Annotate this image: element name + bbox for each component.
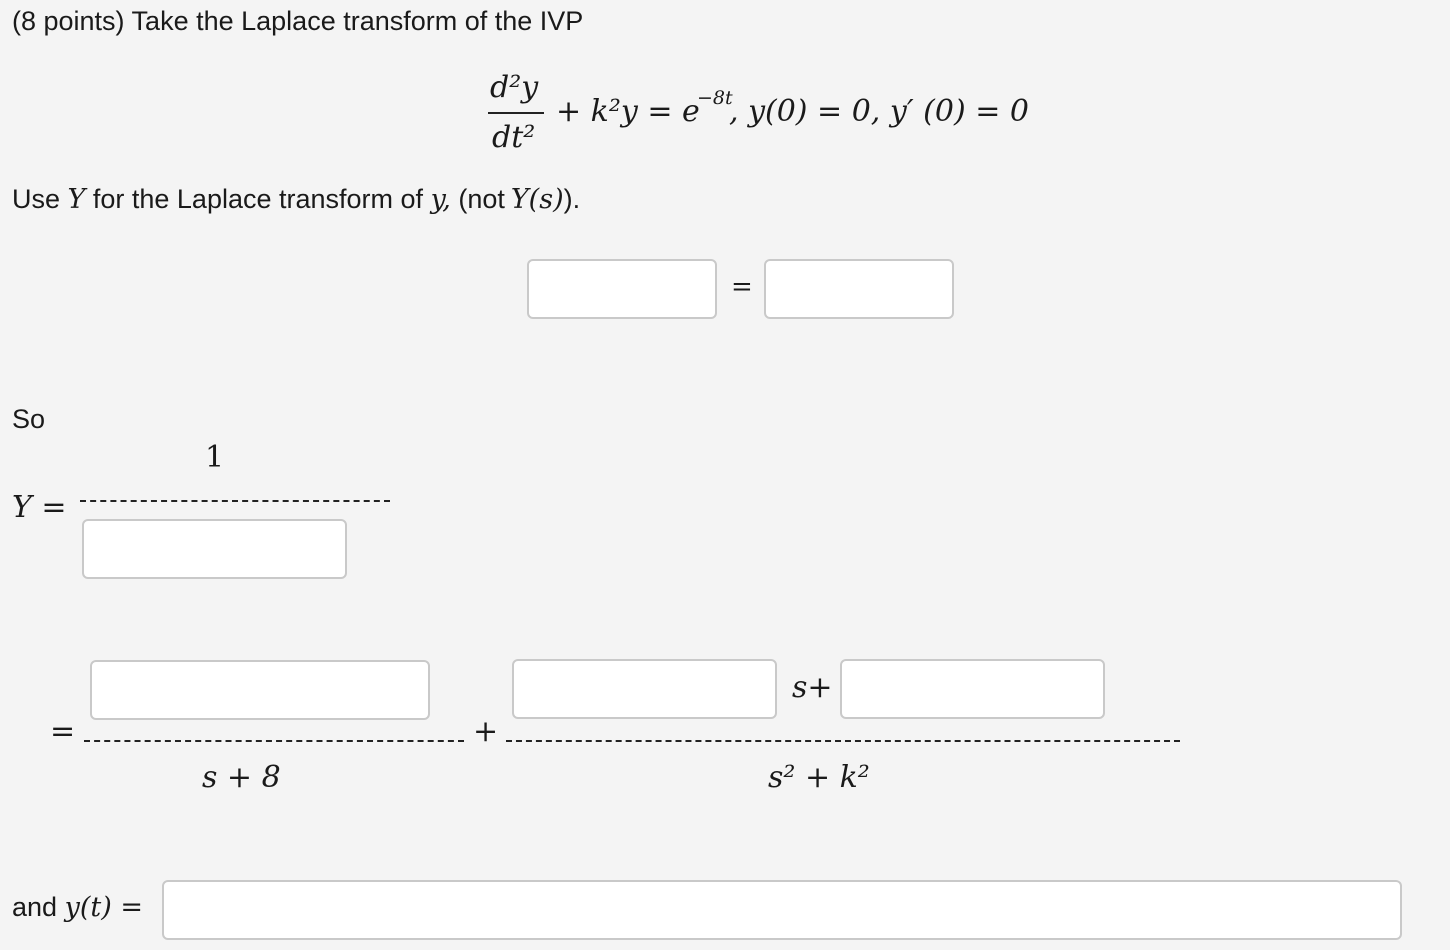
first-denominator: s + 8 <box>202 760 281 795</box>
partial-equals: = <box>50 714 76 749</box>
instruction <box>12 184 580 215</box>
instruction-y: y, <box>430 184 451 215</box>
transform-right-input[interactable] <box>764 259 954 319</box>
instruction-paren-open: (not <box>458 184 505 214</box>
s-plus-label: s+ <box>792 670 833 705</box>
plus-sign: + <box>473 714 499 749</box>
instruction-end: ). <box>563 184 581 214</box>
problem-title: (8 points) Take the Laplace transform of the IVP <box>12 6 584 36</box>
instruction-mid: for the Laplace transform of <box>92 184 424 214</box>
second-numerator-a-input[interactable] <box>512 659 777 719</box>
final-row <box>12 892 143 923</box>
instruction-Ys: Y(s) <box>510 184 564 215</box>
final-prefix: and <box>12 892 58 922</box>
second-fraction-bar <box>506 740 1180 742</box>
transform-equals: = <box>731 272 753 302</box>
ivp-exponent: −8t <box>697 87 733 109</box>
fraction-bar <box>488 112 544 114</box>
first-numerator-input[interactable] <box>90 660 430 720</box>
y-fraction-bar <box>80 500 390 502</box>
y-numerator: 1 <box>205 440 225 475</box>
ivp-denominator: dt² <box>492 120 536 155</box>
so-label: So <box>12 404 46 434</box>
y-denominator-input[interactable] <box>82 519 347 579</box>
instruction-prefix: Use <box>12 184 61 214</box>
first-fraction-bar <box>84 740 464 742</box>
final-answer-input[interactable] <box>162 880 1402 940</box>
ivp-rest: + k²y = e <box>556 94 700 129</box>
second-denominator: s² + k² <box>768 760 870 795</box>
ivp-numerator: d²y <box>490 70 539 105</box>
y-lhs: Y = <box>12 490 67 525</box>
ivp-conditions: , y(0) = 0, y′ (0) = 0 <box>729 94 1029 129</box>
final-lhs: y(t) = <box>64 892 143 923</box>
transform-left-input[interactable] <box>527 259 717 319</box>
second-numerator-b-input[interactable] <box>840 659 1105 719</box>
instruction-var: Y <box>67 184 86 215</box>
